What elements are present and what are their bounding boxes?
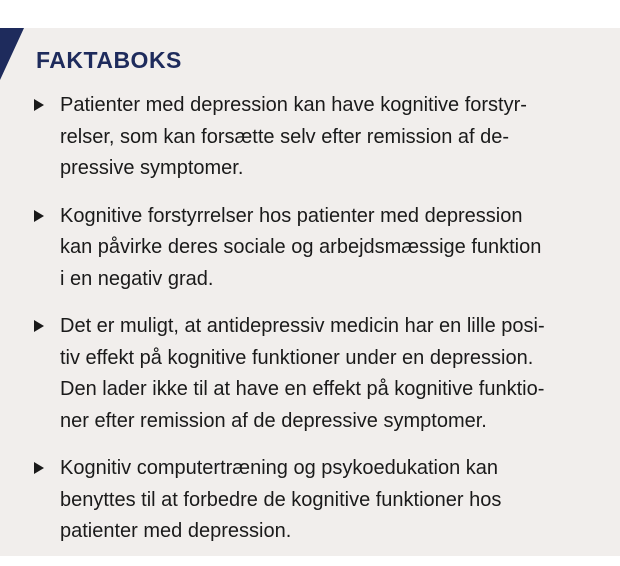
factbox-title: FAKTABOKS bbox=[36, 47, 182, 73]
triangle-bullet-icon bbox=[34, 320, 44, 332]
text-line: i en negativ grad. bbox=[60, 267, 214, 290]
factbox-corner-tab bbox=[0, 28, 24, 80]
text-line: Kognitiv computertræning og psykoedukation kan bbox=[60, 457, 499, 479]
list-item bbox=[30, 311, 590, 437]
triangle-bullet-icon bbox=[34, 99, 44, 111]
list-item bbox=[30, 90, 590, 185]
triangle-bullet-icon bbox=[34, 210, 44, 222]
triangle-bullet-icon bbox=[34, 462, 44, 474]
text-line: pressive symptomer. bbox=[60, 157, 244, 179]
text-line: Det er muligt, at antidepressiv medicin har en lille posi- bbox=[60, 315, 545, 337]
text-line: kan påvirke deres sociale og arbejdsmæssige funktion bbox=[60, 236, 542, 258]
list-item-text bbox=[60, 453, 590, 548]
list-item-text bbox=[60, 90, 590, 185]
text-line: Kognitive forstyrrelser hos patienter med depression bbox=[60, 204, 523, 227]
factbox bbox=[0, 28, 620, 556]
text-line: benyttes til at forbedre de kognitive funktioner hos bbox=[60, 488, 502, 511]
text-line: Den lader ikke til at have en effekt på kognitive funktio- bbox=[60, 378, 545, 400]
text-line: ner efter remission af de depressive symptomer. bbox=[60, 409, 487, 432]
list-item-text bbox=[60, 201, 590, 296]
text-line: relser, som kan forsætte selv efter remission af de- bbox=[60, 125, 510, 148]
text-line: patienter med depression. bbox=[60, 520, 292, 542]
text-line: Patienter med depression kan have kognitive forstyr- bbox=[60, 94, 527, 116]
list-item bbox=[30, 453, 590, 548]
list-item-text bbox=[60, 311, 590, 437]
text-line: tiv effekt på kognitive funktioner under en depression. bbox=[60, 346, 534, 369]
factbox-list bbox=[30, 90, 590, 564]
list-item bbox=[30, 201, 590, 296]
